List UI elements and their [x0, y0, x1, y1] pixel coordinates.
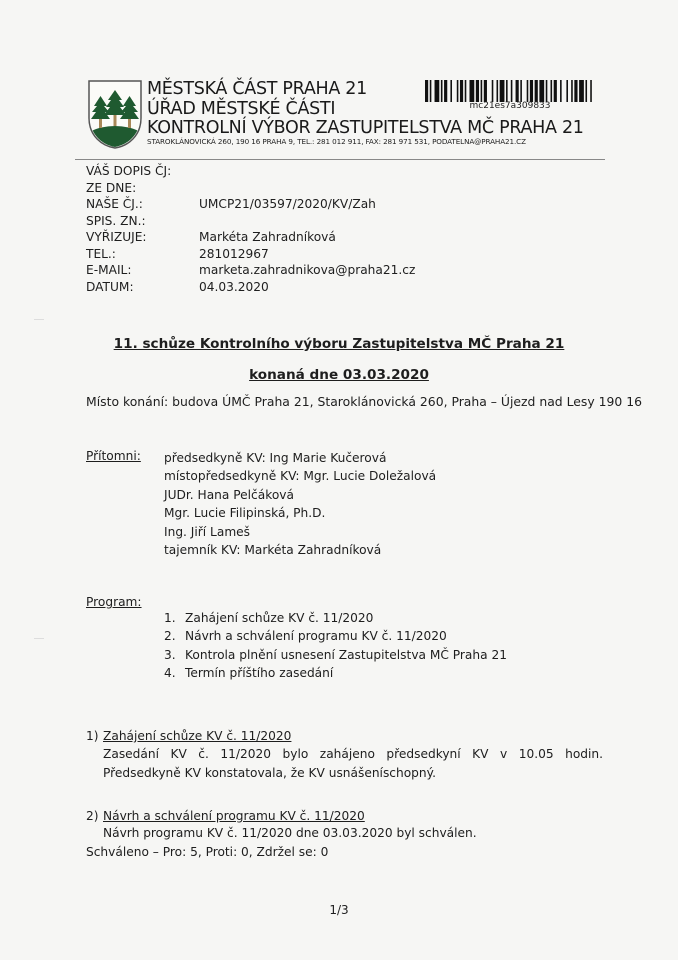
barcode-bar	[492, 80, 494, 102]
meta-row	[86, 279, 415, 296]
barcode	[425, 80, 595, 102]
vote-result: Schváleno – Pro: 5, Proti: 0, Zdržel se: 0	[86, 845, 329, 859]
program-item-number: 4.	[164, 666, 176, 681]
barcode-bar	[535, 80, 538, 102]
barcode-bar	[574, 80, 577, 102]
present-item: předsedkyně KV: Ing Marie Kučerová	[164, 451, 387, 465]
meta-label: VÁŠ DOPIS ČJ:	[86, 164, 172, 178]
present-list	[164, 449, 436, 559]
barcode-bar	[585, 80, 587, 102]
section-1-heading	[86, 729, 291, 743]
program-item-text: Návrh a schválení programu KV č. 11/2020	[185, 629, 447, 644]
barcode-bar	[497, 80, 499, 102]
barcode-bar	[530, 80, 533, 102]
meta-label: ZE DNE:	[86, 180, 137, 195]
section-number: 2)	[86, 809, 99, 823]
barcode-bar	[506, 80, 508, 102]
meta-row	[86, 246, 415, 263]
page-number: 1/3	[329, 903, 349, 917]
program-item-text: Zahájení schůze KV č. 11/2020	[185, 611, 374, 625]
barcode-bar	[566, 80, 568, 102]
barcode-bar	[460, 80, 463, 102]
present-item: JUDr. Hana Pelčáková	[164, 487, 294, 502]
meta-label: E-MAIL:	[86, 263, 132, 277]
punch-mark	[34, 638, 44, 639]
barcode-bar	[457, 80, 459, 102]
meta-row	[86, 163, 415, 180]
meta-value: UMCP21/03597/2020/KV/Zah	[199, 197, 376, 211]
barcode-bar	[441, 80, 443, 102]
barcode-icon	[425, 80, 595, 102]
document-date-title	[0, 367, 678, 383]
barcode-bar	[571, 80, 573, 102]
coat-of-arms-icon	[86, 78, 144, 150]
section-2-body: Návrh programu KV č. 11/2020 dne 03.03.2020 byl schválen.	[103, 826, 477, 840]
meta-value: Markéta Zahradníková	[199, 230, 336, 244]
barcode-bar	[520, 80, 522, 102]
barcode-bar	[430, 80, 432, 102]
program-item	[164, 609, 507, 627]
meta-row	[86, 180, 415, 197]
section-number: 1)	[86, 729, 99, 743]
barcode-bar	[516, 80, 519, 102]
meta-row	[86, 196, 415, 213]
present-item: místopředsedkyně KV: Mgr. Lucie Doležalová	[164, 469, 437, 484]
meta-row	[86, 213, 415, 230]
barcode-bar	[425, 80, 428, 102]
meta-label: DATUM:	[86, 279, 134, 294]
program-list	[164, 609, 507, 683]
program-item-text: Kontrola plnění usnesení Zastupitelstva MČ Praha 21	[185, 647, 507, 662]
meta-value: 04.03.2020	[199, 279, 269, 294]
section-2-heading	[86, 809, 365, 823]
barcode-bar	[590, 80, 592, 102]
header-committee: KONTROLNÍ VÝBOR ZASTUPITELSTVA MČ PRAHA 21	[147, 118, 584, 138]
reference-block	[86, 163, 415, 295]
barcode-bar	[500, 80, 505, 102]
present-item: Mgr. Lucie Filipinská, Ph.D.	[164, 506, 326, 521]
document-title	[0, 336, 678, 352]
header-office: ÚŘAD MĚSTSKÉ ČÁSTI	[147, 99, 336, 119]
meeting-place: Místo konání: budova ÚMČ Praha 21, Staroklánovická 260, Praha – Újezd nad Lesy 190 16	[86, 394, 642, 409]
barcode-bar	[546, 80, 548, 102]
barcode-bar	[476, 80, 479, 102]
barcode-bar	[539, 80, 544, 102]
program-label: Program:	[86, 595, 142, 609]
barcode-text: mc21es7a309833	[469, 101, 551, 111]
program-item-text: Termín příštího zasedání	[185, 666, 334, 681]
barcode-bar	[527, 80, 529, 102]
meta-label: VYŘIZUJE:	[86, 230, 147, 244]
meta-label: TEL.:	[86, 246, 116, 261]
header-separator	[75, 159, 605, 160]
barcode-bar	[554, 80, 557, 102]
program-item-number: 3.	[164, 647, 176, 662]
section-heading-text: Návrh a schválení programu KV č. 11/2020	[103, 809, 365, 823]
meta-label: NAŠE ČJ.:	[86, 197, 143, 211]
meta-row	[86, 229, 415, 246]
barcode-bar	[551, 80, 553, 102]
meta-value: 281012967	[199, 246, 269, 261]
meta-label: SPIS. ZN.:	[86, 213, 146, 228]
barcode-bar	[560, 80, 562, 102]
document-date-text: konaná dne 03.03.2020	[249, 367, 429, 383]
section-heading-text: Zahájení schůze KV č. 11/2020	[103, 729, 292, 743]
barcode-bar	[444, 80, 447, 102]
meta-value: marketa.zahradnikova@praha21.cz	[199, 263, 416, 277]
coat-of-arms-logo	[86, 78, 144, 150]
barcode-bar	[484, 80, 487, 102]
program-item	[164, 627, 507, 645]
barcode-bar	[469, 80, 474, 102]
barcode-bar	[435, 80, 440, 102]
section-1-body: Zasedání KV č. 11/2020 bylo zahájeno předsedkyní KV v 10.05 hodin. Předsedkyně KV konstatovala, že KV usnášeníschopný.	[103, 747, 603, 780]
barcode-bar	[511, 80, 513, 102]
punch-mark	[34, 319, 44, 320]
present-item: tajemník KV: Markéta Zahradníková	[164, 543, 382, 558]
present-label: Přítomni:	[86, 449, 141, 463]
barcode-bar	[579, 80, 584, 102]
barcode-bar	[481, 80, 483, 102]
document-title-text: 11. schůze Kontrolního výboru Zastupitelstva MČ Praha 21	[113, 336, 565, 352]
program-item	[164, 664, 507, 682]
program-item-number: 2.	[164, 629, 176, 644]
program-item-number: 1.	[164, 611, 176, 625]
present-item: Ing. Jiří Lameš	[164, 524, 251, 539]
barcode-bar	[450, 80, 452, 102]
barcode-bar	[465, 80, 467, 102]
meta-row	[86, 262, 415, 279]
header-address: STAROKLÁNOVICKÁ 260, 190 16 PRAHA 9, TEL.: 281 012 911, FAX: 281 971 531, PODATELNA@PRAHA21.CZ	[147, 137, 526, 146]
program-item	[164, 646, 507, 664]
header-municipality: MĚSTSKÁ ČÁST PRAHA 21	[147, 79, 367, 99]
